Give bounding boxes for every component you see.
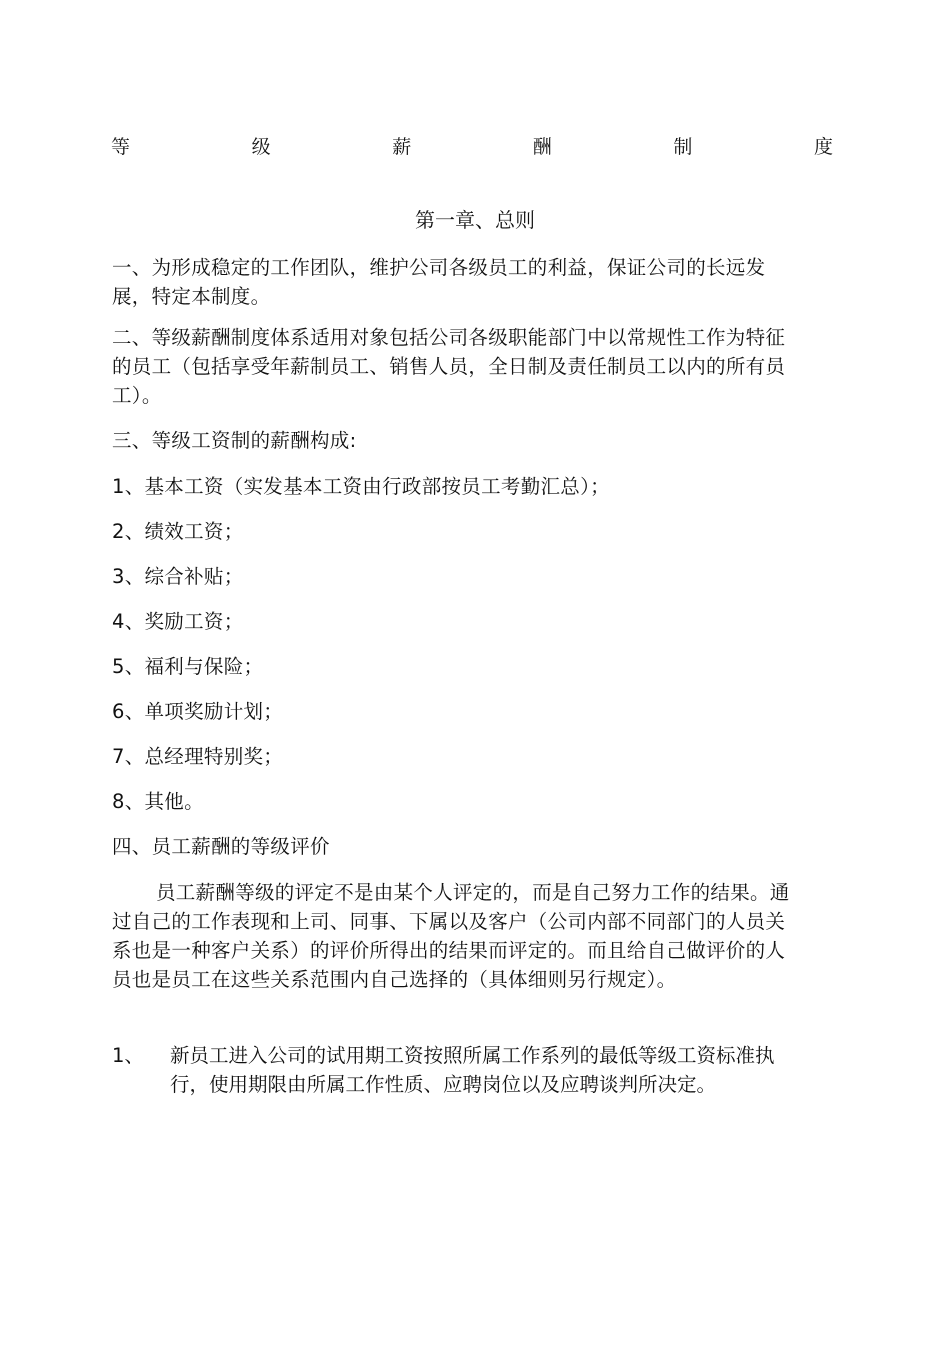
- title-char: 薪: [392, 136, 412, 158]
- document-title: [111, 134, 833, 160]
- list-item-6: 6、单项奖励计划；: [112, 700, 284, 723]
- title-char: 制: [673, 136, 693, 158]
- list-item-1: 1、基本工资（实发基本工资由行政部按员工考勤汇总）；: [112, 475, 610, 498]
- paragraph-4: 四、员工薪酬的等级评价: [112, 835, 330, 858]
- list-item-8: 8、其他。: [112, 790, 204, 813]
- title-char: 度: [813, 136, 833, 158]
- list-item-7: 7、总经理特别奖；: [112, 745, 284, 768]
- paragraph-5: 员工薪酬等级的评定不是由某个人评定的，而是自己努力工作的结果。通过自己的工作表现和上司、同事、下属以及客户（公司内部不同部门的人员关系也是一种客户关系）的评价所得出的结果而评定的。而且给自己做评价的人员也是员工在这些关系范围内自己选择的（具体细则另行规定）。: [112, 881, 790, 991]
- list-item-2: 2、绩效工资；: [112, 520, 244, 543]
- title-char: 等: [111, 136, 131, 158]
- paragraph-1: 一、为形成稳定的工作团队，维护公司各级员工的利益，保证公司的长远发展，特定本制度。: [112, 256, 766, 308]
- list-item-5: 5、福利与保险；: [112, 655, 264, 678]
- numbered-item-text: 新员工进入公司的试用期工资按照所属工作系列的最低等级工资标准执行，使用期限由所属工作性质、应聘岗位以及应聘谈判所决定。: [170, 1044, 775, 1096]
- chapter-heading: 第一章、总则: [415, 208, 535, 232]
- paragraph-3: 三、等级工资制的薪酬构成:: [112, 429, 357, 452]
- paragraph-2: 二、等级薪酬制度体系适用对象包括公司各级职能部门中以常规性工作为特征的员工（包括享受年薪制员工、销售人员，全日制及责任制员工以内的所有员工）。: [112, 326, 786, 407]
- list-item-3: 3、综合补贴；: [112, 565, 244, 588]
- list-item-4: 4、奖励工资；: [112, 610, 244, 633]
- title-char: 级: [251, 136, 271, 158]
- title-char: 酬: [532, 136, 552, 158]
- numbered-item: [112, 1041, 792, 1099]
- numbered-item-label: 1、: [112, 1044, 144, 1067]
